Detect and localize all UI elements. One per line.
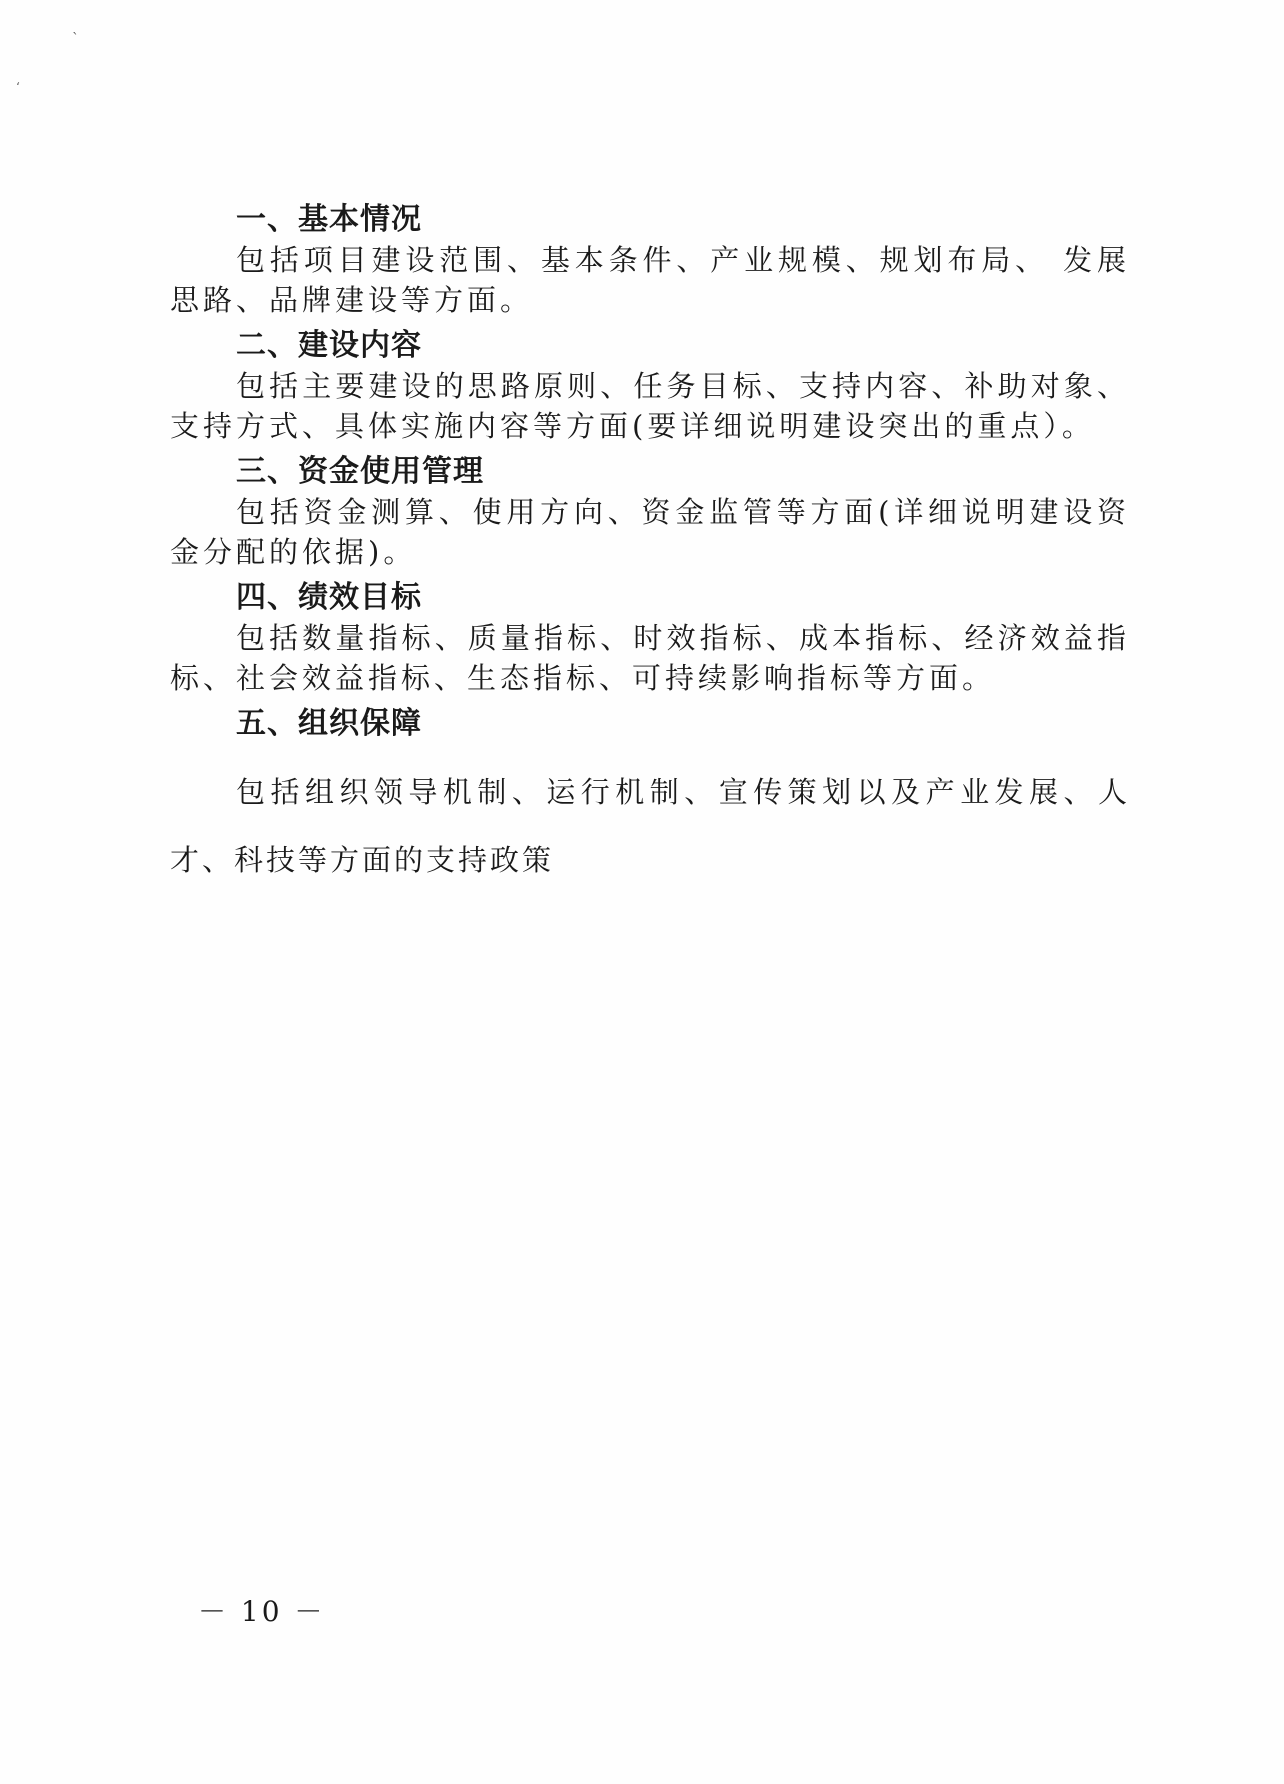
section-organizational-support — [170, 704, 1130, 894]
page-number: － 10 － — [198, 1595, 326, 1628]
section-paragraph: 包括资金测算、使用方向、资金监管等方面(详细说明建设资金分配的依据)。 — [170, 495, 1130, 569]
section-performance-goals — [170, 578, 1130, 698]
document-body — [170, 200, 1130, 900]
section-paragraph: 包括组织领导机制、运行机制、宣传策划以及产业发展、人才、科技等方面的支持政策 — [170, 775, 1130, 877]
section-paragraph: 包括数量指标、质量指标、时效指标、成本指标、经济效益指标、社会效益指标、生态指标、可持续影响指标等方面。 — [170, 621, 1130, 695]
section-heading: 三、资金使用管理 — [236, 454, 484, 489]
section-heading: 五、组织保障 — [236, 706, 422, 741]
section-paragraph: 包括项目建设范围、基本条件、产业规模、规划布局、 发展思路、品牌建设等方面。 — [170, 243, 1130, 317]
section-heading: 二、建设内容 — [236, 328, 422, 363]
scan-mark: ` — [72, 31, 79, 47]
section-heading: 四、绩效目标 — [236, 580, 422, 615]
section-construction-content — [170, 326, 1130, 446]
section-basic-info — [170, 200, 1130, 320]
section-fund-management — [170, 452, 1130, 572]
section-heading: 一、基本情况 — [236, 202, 422, 237]
scan-mark: ‘ — [16, 80, 20, 94]
section-paragraph: 包括主要建设的思路原则、任务目标、支持内容、补助对象、支持方式、具体实施内容等方面(要详细说明建设突出的重点）。 — [170, 369, 1130, 443]
